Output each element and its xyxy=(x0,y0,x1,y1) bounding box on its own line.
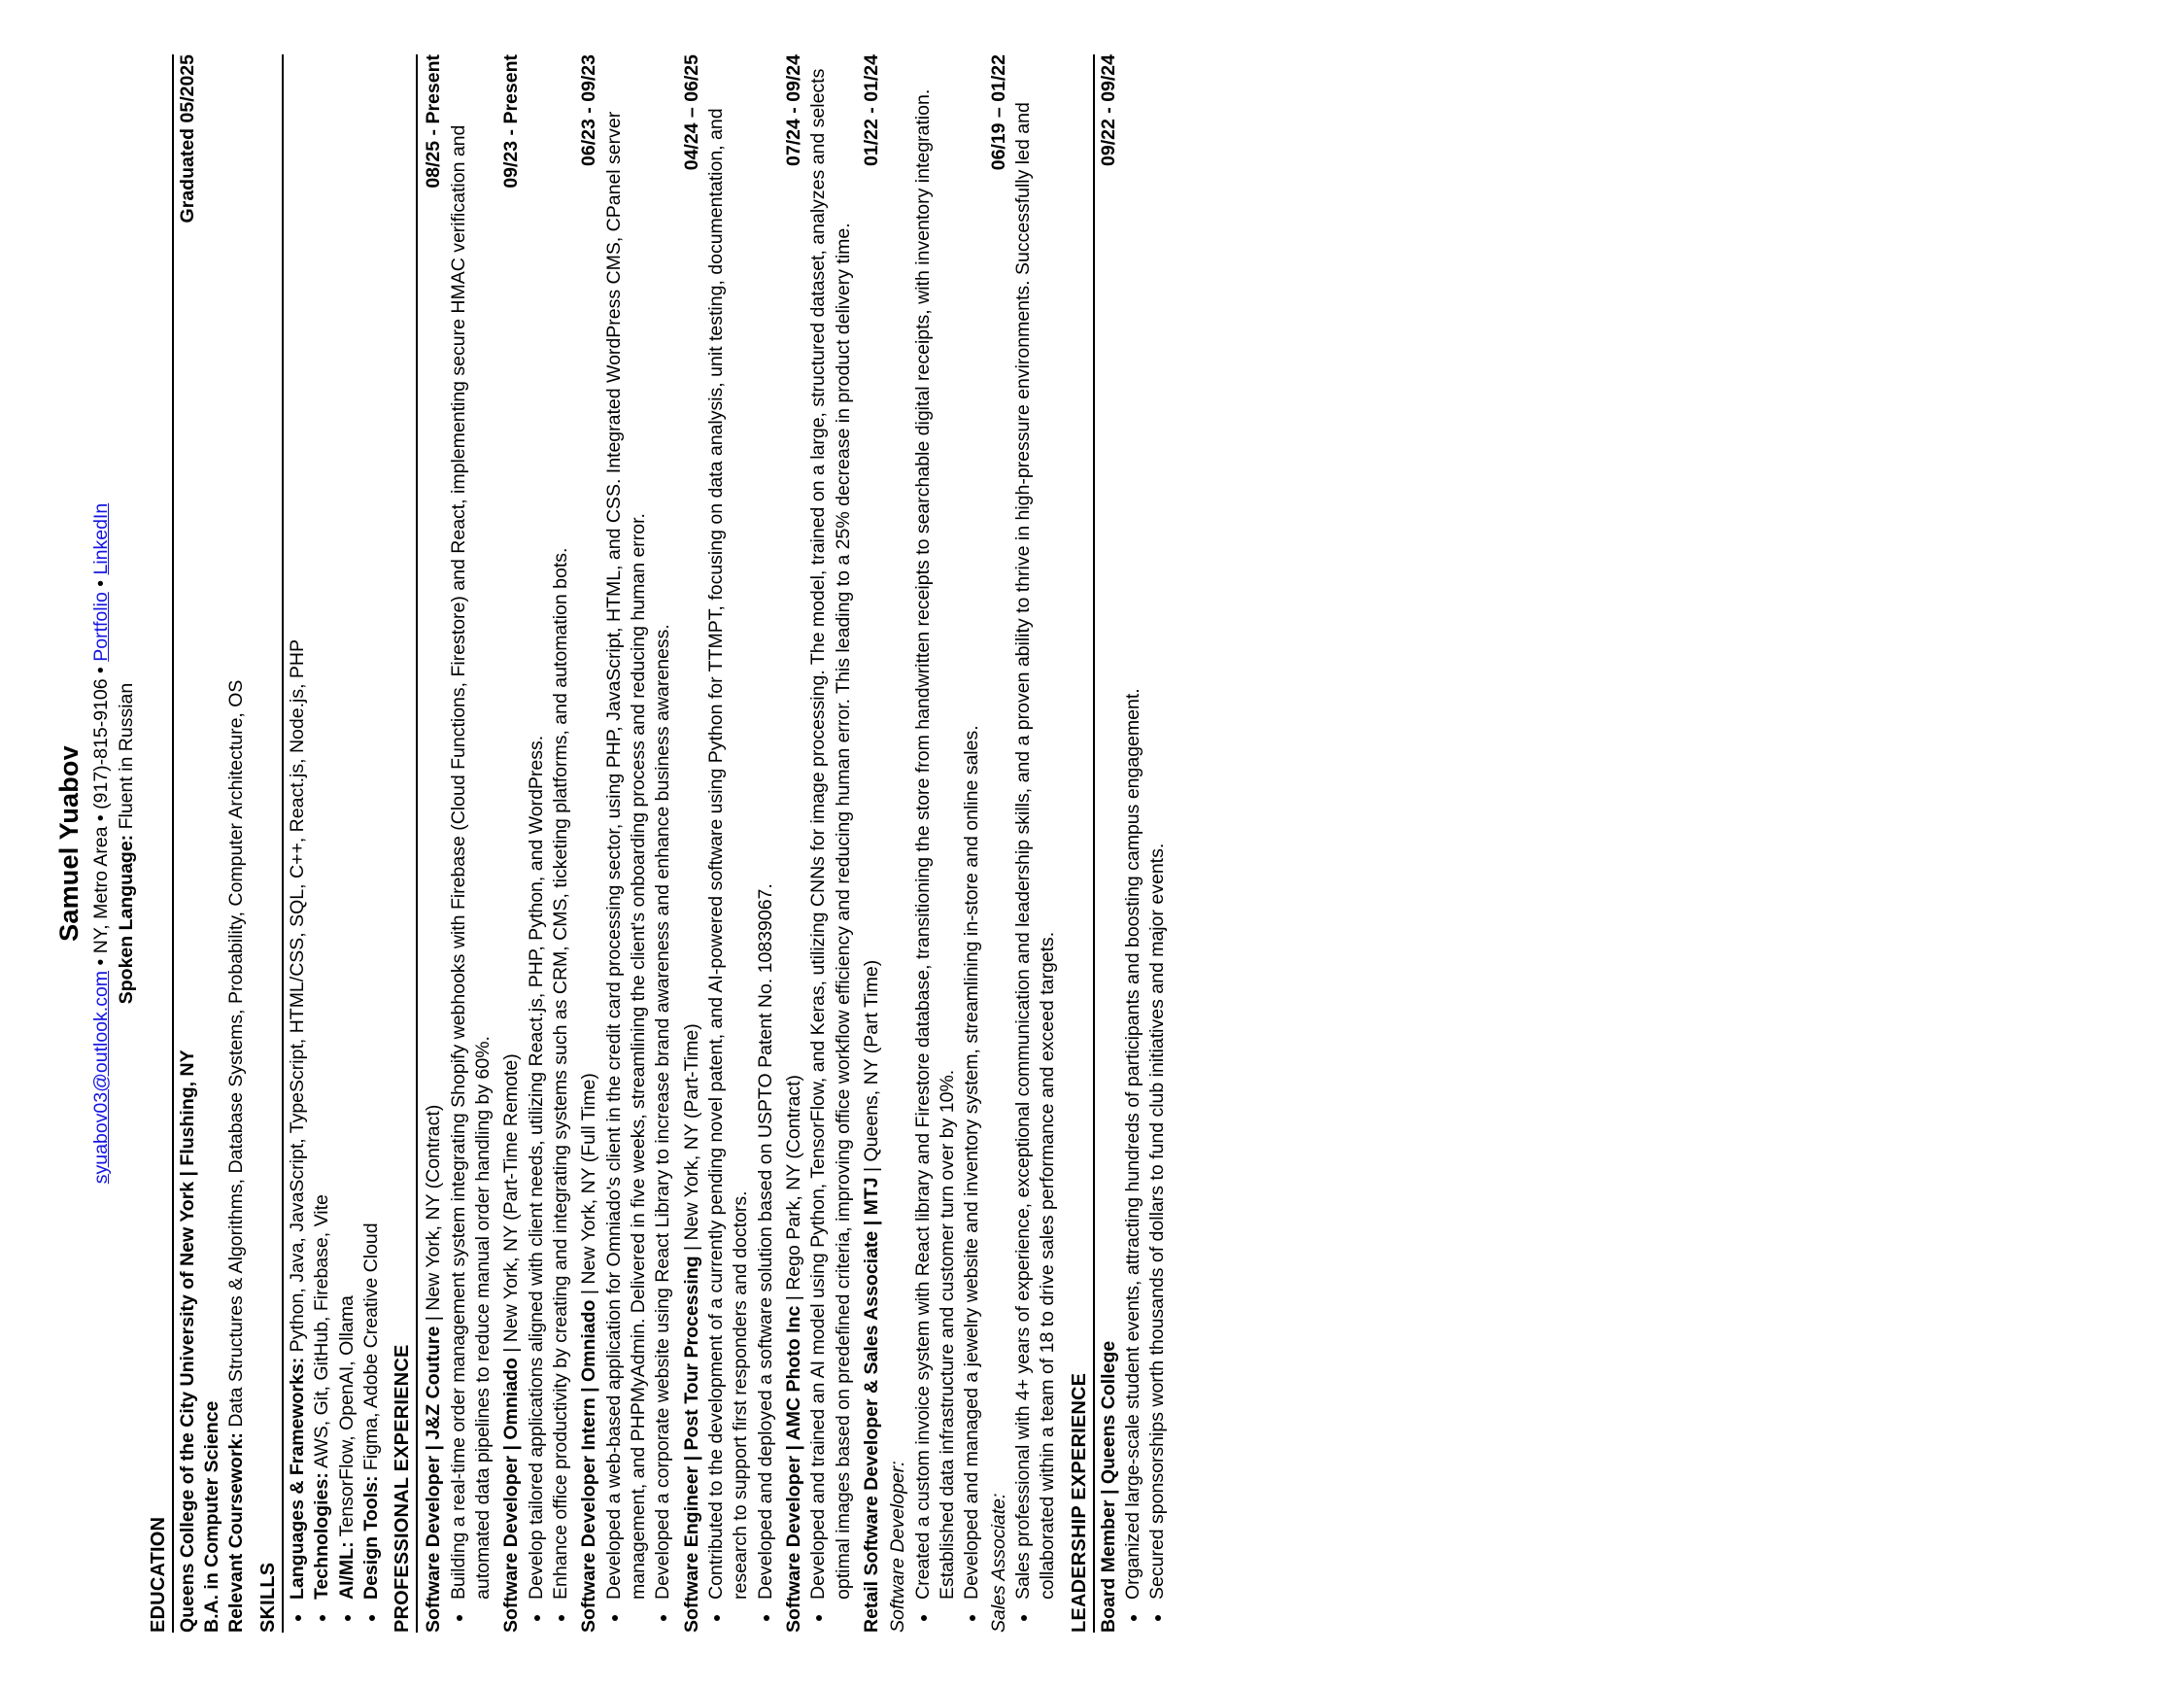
section-title-experience: PROFESSIONAL EXPERIENCE xyxy=(390,54,418,1633)
contact-middle-text: • NY, Metro Area • (917)-815-9106 • xyxy=(90,661,113,971)
list-item: • Secured sponsorships worth thousands of dollars to fund club initiatives and major events. xyxy=(1145,54,1170,1603)
job-title-line: Software Developer | J&Z Couture | New York, NY (Contract) xyxy=(423,1104,445,1633)
skill-value: Python, Java, JavaScript, TypeScript, HTML/CSS, SQL, C++, React.js, Node.js, PHP xyxy=(286,639,308,1358)
contact-separator: • xyxy=(90,574,113,593)
education-coursework xyxy=(224,54,249,1633)
spoken-language-label: Spoken Language: xyxy=(116,834,138,1005)
list-item: • Created a custom invoice system with React library and Firestore database, transitioning the store from handwritten receipts to searchable digital receipts, with inventory integration. Established data infrastructure and customer turn over by 10%. xyxy=(911,54,961,1603)
job-dates: 01/22 - 01/24 xyxy=(861,54,883,166)
skill-value: AWS, Git, GitHub, Firebase, Vite xyxy=(311,1194,333,1473)
list-item: • Developed and deployed a software solution based on USPTO Patent No. 10839067. xyxy=(754,54,778,1603)
leadership-title-line: Board Member | Queens College xyxy=(1097,1340,1119,1633)
list-item: • Building a real-time order management system integrating Shopify webhooks with Firebase (Cloud Functions, Firestore) and React, implementing secure HMAC verification and automated data pipelines to reduce manual order handling by 60%. xyxy=(447,54,496,1603)
education-school-row xyxy=(176,54,200,1633)
job-dates: 04/24 – 06/25 xyxy=(680,54,702,171)
job-bullets xyxy=(525,54,574,1633)
job-title-line: Software Developer | AMC Photo Inc | Rego Park, NY (Contract) xyxy=(783,1074,804,1633)
page-title: Samuel Yuabov xyxy=(54,745,84,942)
experience-entry-header xyxy=(782,54,806,1633)
job-title-line: Software Engineer | Post Tour Processing | New York, NY (Part-Time) xyxy=(680,1023,702,1633)
list-item: • Sales professional with 4+ years of experience, exceptional communication and leadership skills, and a proven ability to thrive in high-pressure environments. Successfully led and collaborated within a team of 18 to drive sales performance and exceed targets. xyxy=(1011,54,1061,1603)
job-title-line: Retail Software Developer & Sales Associate | MTJ | Queens, NY (Part Time) xyxy=(861,959,883,1633)
retail-subrole-1: Software Developer: xyxy=(887,1461,909,1633)
job-title-line: Software Developer Intern | Omniado | New York, NY (Full Time) xyxy=(578,1073,600,1633)
job-bullets xyxy=(602,54,676,1633)
contact-line xyxy=(89,54,114,1633)
skill-label: Languages & Frameworks: xyxy=(286,1357,308,1600)
skill-value: Figma, Adobe Creative Cloud xyxy=(359,1222,382,1476)
retail-bullets-1 xyxy=(911,54,985,1633)
coursework-label: Relevant Coursework: xyxy=(225,1432,248,1633)
portfolio-link[interactable]: Portfolio xyxy=(90,592,113,662)
experience-entry-header xyxy=(422,54,446,1633)
job-dates: 09/23 - Present xyxy=(500,54,523,189)
resume-page xyxy=(27,21,2157,1666)
education-degree: B.A. in Computer Science xyxy=(201,1400,223,1633)
section-title-leadership: LEADERSHIP EXPERIENCE xyxy=(1067,54,1095,1633)
list-item: • Developed a web-based application for Omniado's client in the credit card processing sector, using PHP, JavaScript, HTML, and CSS. Integrated WordPress CMS, CPanel server management, and PHPMyAdmin. Delivered in five weeks, streamlining the client's onboarding process and reducing human error. xyxy=(602,54,652,1603)
skill-label: AI/ML: xyxy=(335,1541,358,1600)
retail-subrole-2: Sales Associate: xyxy=(987,1493,1009,1633)
list-item: • Developed a corporate website using React Library to increase brand awareness and enhance business awareness. xyxy=(651,54,675,1603)
job-bullets xyxy=(806,54,856,1633)
skill-label: Design Tools: xyxy=(359,1475,382,1600)
experience-entry-header xyxy=(499,54,524,1633)
education-school: Queens College of the City University of New York | Flushing, NY xyxy=(176,1050,198,1633)
job-dates: 07/24 - 09/24 xyxy=(783,54,804,166)
list-item xyxy=(335,54,359,1603)
skill-value: TensorFlow, OpenAI, Ollama xyxy=(335,1295,358,1542)
job-bullets xyxy=(447,54,496,1633)
job-bullets xyxy=(704,54,778,1633)
job-dates: 08/25 - Present xyxy=(423,54,445,189)
list-item: • Developed and managed a jewelry website and inventory system, streamlining in-store and online sales. xyxy=(960,54,984,1603)
spoken-language-value: Fluent in Russian xyxy=(116,682,138,835)
leadership-bullets xyxy=(1121,54,1171,1633)
linkedin-link[interactable]: LinkedIn xyxy=(90,502,113,575)
leadership-dates: 09/22 - 09/24 xyxy=(1097,54,1119,166)
section-title-education: EDUCATION xyxy=(146,54,174,1633)
list-item xyxy=(286,54,310,1603)
section-title-skills: SKILLS xyxy=(256,54,284,1633)
list-item xyxy=(310,54,334,1603)
list-item: • Developed and trained an AI model using Python, TensorFlow, and Keras, utilizing CNNs for image processing. The model, trained on a large, structured dataset, analyzes and selects optimal images based on predefined criteria, improving office workflow efficiency and reducing human error. This leading to a 25% decrease in product delivery time. xyxy=(806,54,856,1603)
coursework-value: Data Structures & Algorithms, Database Systems, Probability, Computer Architecture, OS xyxy=(225,679,248,1433)
spoken-language-line xyxy=(115,54,139,1633)
email-link[interactable]: syuabov03@outlook.com xyxy=(90,970,113,1185)
retail-subrole-2-row xyxy=(985,54,1011,1633)
experience-entry-header-retail xyxy=(860,54,884,1633)
skills-list xyxy=(286,54,384,1633)
list-item: • Enhance office productivity by creating and integrating systems such as CRM, CMS, ticketing platforms, and automation bots. xyxy=(549,54,573,1603)
experience-entry-header xyxy=(577,54,601,1633)
job-title-line: Software Developer | Omniado | New York, NY (Part-Time Remote) xyxy=(500,1053,523,1633)
job-dates: 06/23 - 09/23 xyxy=(578,54,600,166)
experience-entry-header xyxy=(680,54,704,1633)
retail-subrole-2-dates: 06/19 – 01/22 xyxy=(987,54,1009,171)
list-item xyxy=(359,54,384,1603)
education-graduated: Graduated 05/2025 xyxy=(176,54,198,224)
retail-bullets-2 xyxy=(1011,54,1061,1633)
list-item: • Contributed to the development of a currently pending novel patent, and AI-powered software using Python for TTMPT, focusing on data analysis, unit testing, documentation, and research to support first responders and doctors. xyxy=(704,54,754,1603)
list-item: • Develop tailored applications aligned with client needs, utilizing React.js, PHP, Python, and WordPress. xyxy=(525,54,549,1603)
skill-label: Technologies: xyxy=(311,1472,333,1600)
leadership-entry-header xyxy=(1097,54,1121,1633)
list-item: • Organized large-scale student events, attracting hundreds of participants and boosting campus engagement. xyxy=(1121,54,1145,1603)
